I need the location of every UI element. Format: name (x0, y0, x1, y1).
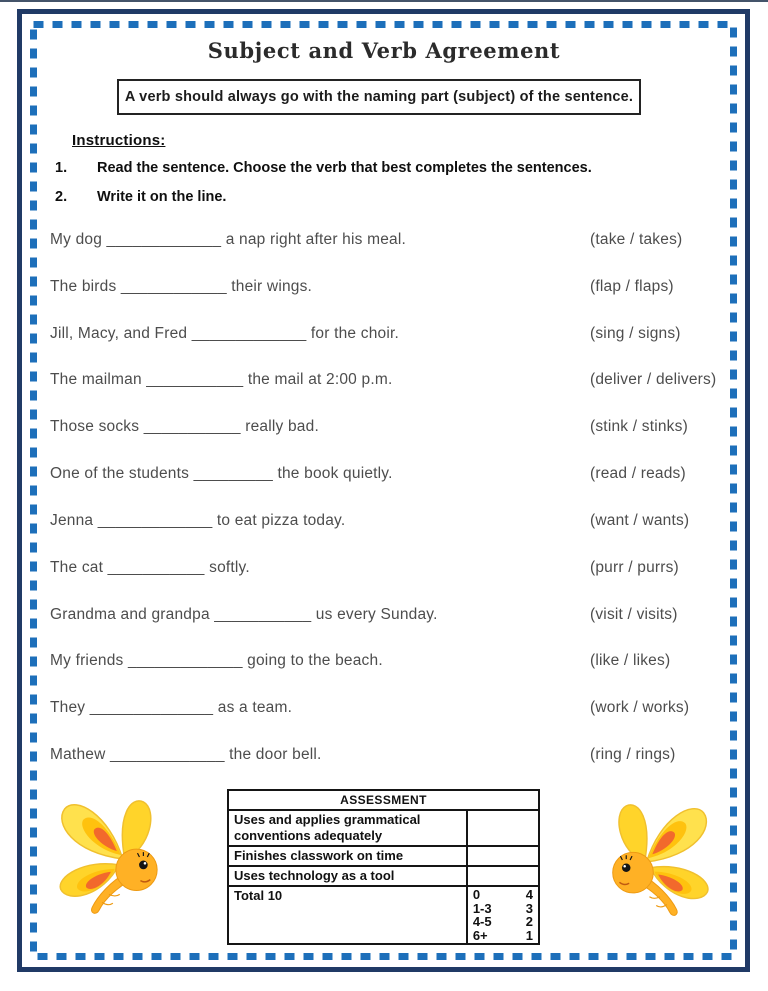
assessment-score-cell (467, 810, 539, 846)
verb-choices: (sing / signs) (590, 324, 681, 342)
scale-row (473, 888, 533, 902)
instruction-text: Read the sentence. Choose the verb that best completes the sentences. (97, 160, 592, 176)
exercise-row (50, 698, 720, 745)
butterfly-image-right (604, 798, 720, 924)
assessment-criterion: Uses and applies grammatical conventions adequately (228, 810, 467, 846)
exercise-sentence: Those socks ___________ really bad. (50, 418, 319, 436)
exercise-sentence: Jill, Macy, and Fred _____________ for the choir. (50, 324, 399, 342)
verb-choices: (take / takes) (590, 231, 683, 248)
scale-range: 0 (472, 887, 481, 902)
assessment-total-label: Total 10 (228, 886, 467, 944)
verb-choices: (flap / flaps) (590, 277, 674, 295)
exercise-row (50, 230, 720, 277)
verb-choices: (work / works) (590, 699, 690, 717)
assessment-table (227, 789, 540, 945)
exercise-row (50, 370, 720, 417)
exercise-row (50, 417, 720, 464)
scale-points: 3 (525, 900, 533, 916)
exercise-row (50, 324, 720, 371)
assessment-row (228, 846, 539, 866)
instruction-text: Write it on the line. (97, 189, 227, 205)
instruction-item (55, 189, 226, 205)
exercise-row (50, 464, 720, 511)
exercise-row (50, 511, 720, 558)
exercise-row (50, 605, 720, 652)
instruction-number: 2. (55, 189, 68, 205)
exercise-sentence: Jenna _____________ to eat pizza today. (50, 511, 346, 529)
scale-points: 4 (525, 887, 533, 902)
verb-choices: (ring / rings) (590, 746, 676, 764)
verb-choices: (visit / visits) (590, 605, 678, 623)
assessment-row (228, 810, 539, 846)
assessment-scale-cell (467, 886, 539, 944)
exercise-sentence: My friends _____________ going to the beach. (50, 652, 383, 670)
exercise-sentence: One of the students _________ the book quietly. (50, 465, 393, 483)
instructions-heading: Instructions: (72, 132, 166, 149)
exercise-sentence: The mailman ___________ the mail at 2:00 p.m. (50, 371, 393, 389)
scale-range: 4-5 (472, 914, 492, 929)
scale-points: 2 (525, 914, 533, 929)
worksheet-title: Subject and Verb Agreement (207, 38, 561, 63)
assessment-total-row (228, 886, 539, 944)
scale-row (473, 902, 533, 916)
verb-choices: (stink / stinks) (590, 418, 688, 436)
scale-row (473, 929, 533, 943)
verb-choices: (want / wants) (590, 511, 690, 529)
scale-range: 6+ (472, 927, 488, 943)
instruction-number: 1. (55, 160, 68, 176)
verb-choices: (deliver / delivers) (590, 371, 717, 389)
assessment-row (228, 866, 539, 886)
exercise-row (50, 745, 720, 792)
assessment-score-cell (467, 866, 539, 886)
exercise-sentence: They ______________ as a team. (50, 699, 293, 717)
exercise-row (50, 558, 720, 605)
verb-choices: (purr / purrs) (590, 558, 679, 576)
exercise-sentence: The cat ___________ softly. (50, 558, 250, 576)
exercise-sentence: Mathew _____________ the door bell. (50, 746, 322, 764)
exercise-sentence: Grandma and grandpa ___________ us every Sunday. (50, 605, 438, 623)
assessment-criterion: Uses technology as a tool (228, 866, 467, 886)
butterfly-image-left (48, 794, 166, 922)
definition-box (117, 79, 641, 115)
verb-choices: (read / reads) (590, 465, 686, 483)
exercise-list (50, 230, 720, 792)
exercise-sentence: The birds ____________ their wings. (50, 277, 313, 295)
verb-choices: (like / likes) (590, 652, 671, 670)
assessment-title: ASSESSMENT (228, 790, 539, 810)
assessment-criterion: Finishes classwork on time (228, 846, 467, 866)
exercise-row (50, 651, 720, 698)
definition-text: A verb should always go with the naming part (subject) of the sentence. (124, 89, 634, 105)
exercise-row (50, 277, 720, 324)
scale-range: 1-3 (472, 900, 492, 916)
scale-row (473, 915, 533, 929)
instruction-item (55, 160, 592, 176)
assessment-header-row (228, 790, 539, 810)
assessment-score-cell (467, 846, 539, 866)
scale-points: 1 (525, 927, 533, 943)
exercise-sentence: My dog _____________ a nap right after his meal. (50, 231, 407, 248)
